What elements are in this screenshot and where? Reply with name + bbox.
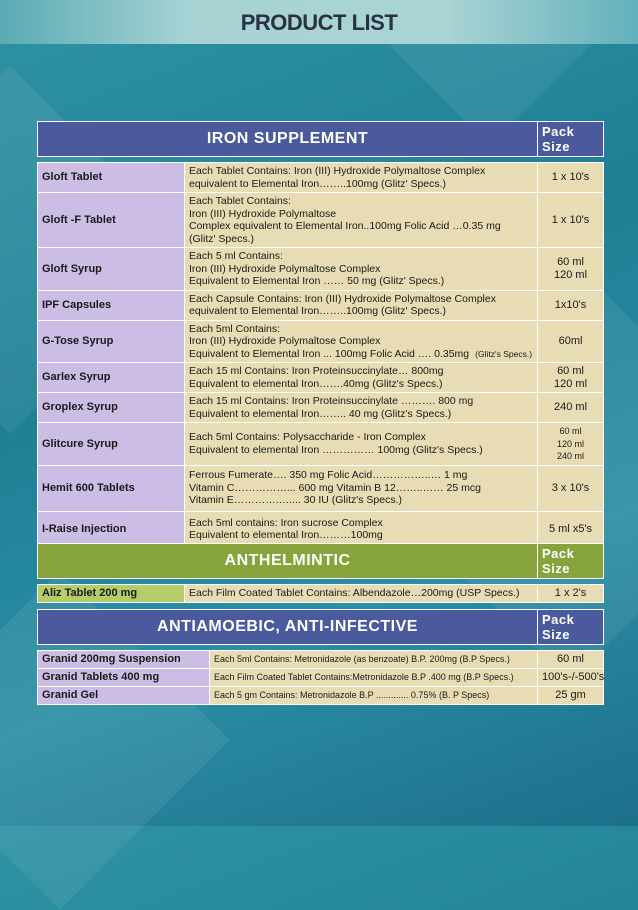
composition-line: Each 15 ml Contains: Iron Proteinsuccinylate ………. 800 mg [189, 395, 474, 407]
composition-line: Equivalent to elemental Iron…….40mg (Glitz's Specs.) [189, 377, 443, 390]
pack-size: 1 x 10's [538, 163, 604, 193]
composition-line: Each 5ml Contains: Polysaccharide - Iron Complex [189, 431, 426, 444]
product-name: Garlex Syrup [38, 363, 185, 393]
pack-size-header: Pack Size [538, 544, 604, 579]
composition-line: Iron (III) Hydroxide Polymaltose [189, 207, 337, 220]
composition-line: Each Capsule Contains: Iron (III) Hydroxide Polymaltose Complex [189, 292, 496, 305]
composition-line: Equivalent to elemental Iron………100mg [189, 529, 383, 541]
composition-line: Equivalent to Elemental Iron …… 50 mg (Glitz' Specs.) [189, 275, 445, 287]
product-name: Gloft Tablet [38, 163, 185, 193]
antiamoebic-table [37, 609, 604, 705]
pack-size: 240 ml [538, 393, 604, 423]
table-row [38, 687, 604, 705]
pack-size: 25 gm [538, 687, 604, 705]
product-name: Gloft Syrup [38, 248, 185, 291]
composition-line: (Glitz' Specs.) [189, 232, 255, 245]
table-row [38, 465, 604, 511]
table-row [38, 248, 604, 291]
product-name: Gloft -F Tablet [38, 193, 185, 248]
pack-size: 60 ml 120 ml [538, 363, 604, 393]
product-name: Aliz Tablet 200 mg [38, 585, 185, 603]
pack-size: 3 x 10's [538, 465, 604, 511]
composition-line: equivalent to Elemental Iron……..100mg (Glitz' Specs.) [189, 177, 447, 190]
product-name: I-Raise Injection [38, 511, 185, 547]
product-composition [210, 651, 538, 669]
composition-line: Each 5 ml Contains: [189, 250, 283, 262]
table-row [38, 511, 604, 547]
product-name: Granid 200mg Suspension [38, 651, 210, 669]
page-title: PRODUCT LIST [240, 10, 398, 35]
antiamoebic-heading: ANTIAMOEBIC, ANTI-INFECTIVE [38, 610, 538, 645]
iron-supplement-table [37, 121, 604, 548]
product-composition [185, 290, 538, 320]
product-composition [185, 393, 538, 423]
product-name: Hemit 600 Tablets [38, 465, 185, 511]
product-name: Groplex Syrup [38, 393, 185, 423]
product-name: Glitcure Syrup [38, 423, 185, 466]
spec-note: (Glitz's Specs.) [475, 348, 533, 359]
product-composition [210, 669, 538, 687]
product-name: IPF Capsules [38, 290, 185, 320]
product-composition [185, 585, 538, 603]
pack-size: 60 ml 120 ml [538, 248, 604, 291]
product-composition [185, 163, 538, 193]
table-row [38, 193, 604, 248]
composition-line: Iron (III) Hydroxide Polymaltose Complex [189, 335, 381, 347]
pack-size: 100's-/-500's [538, 669, 604, 687]
composition-line: Iron (III) Hydroxide Polymaltose Complex [189, 262, 381, 275]
composition-line: Each 5ml contains: Iron sucrose Complex [189, 516, 383, 529]
pack-size: 5 ml x5's [538, 511, 604, 547]
pack-size: 60ml [538, 320, 604, 363]
table-row [38, 585, 604, 603]
pack-size: 60 ml 120 ml 240 ml [538, 423, 604, 466]
anthelmintic-heading: ANTHELMINTIC [38, 544, 538, 579]
composition-line: Vitamin C……………... 600 mg Vitamin B 12……..…… 25 mcg [189, 481, 481, 494]
pack-size: 1x10's [538, 290, 604, 320]
table-row [38, 290, 604, 320]
composition-line: Each Tablet Contains: [189, 195, 291, 207]
iron-supplement-heading: IRON SUPPLEMENT [38, 122, 538, 157]
pack-size: 1 x 2's [538, 585, 604, 603]
anthelmintic-table [37, 543, 604, 603]
table-row [38, 393, 604, 423]
product-composition [185, 363, 538, 393]
product-composition [185, 193, 538, 248]
product-composition [185, 320, 538, 363]
composition-line: Equivalent to elemental Iron …………… 100mg (Glitz's Specs.) [189, 443, 483, 456]
composition-line: Ferrous Fumerate…. 350 mg Folic Acid……………..… 1 mg [189, 469, 468, 482]
product-composition [185, 423, 538, 466]
composition-line: Each Film Coated Tablet Contains: Albendazole…200mg (USP Specs.) [189, 587, 520, 600]
composition-line: Each 5ml Contains: Metronidazole (as benzoate) B.P. 200mg (B.P Specs.) [214, 654, 510, 664]
pack-size-header: Pack Size [538, 122, 604, 157]
composition-line: Each Film Coated Tablet Contains:Metronidazole B.P .400 mg (B.P Specs.) [214, 672, 514, 682]
product-composition [185, 511, 538, 547]
pack-size: 1 x 10's [538, 193, 604, 248]
table-row [38, 363, 604, 393]
product-composition [185, 465, 538, 511]
product-composition [185, 248, 538, 291]
composition-line: Each Tablet Contains: Iron (III) Hydroxide Polymaltose Complex [189, 165, 486, 177]
composition-line: Equivalent to elemental Iron…….. 40 mg (Glitz's Specs.) [189, 407, 452, 420]
composition-line: Each 5ml Contains: [189, 322, 281, 335]
table-row [38, 163, 604, 193]
table-row [38, 669, 604, 687]
product-name: Granid Gel [38, 687, 210, 705]
table-row [38, 320, 604, 363]
composition-line: Vitamin E………….….... 30 IU (Glitz's Specs.) [189, 494, 403, 507]
table-row [38, 423, 604, 466]
pack-size-header: Pack Size [538, 610, 604, 645]
product-name: Granid Tablets 400 mg [38, 669, 210, 687]
composition-line: equivalent to Elemental Iron……..100mg (Glitz' Specs.) [189, 305, 447, 317]
composition-line: Each 5 gm Contains: Metronidazole B.P ............. 0.75% (B. P Specs) [214, 690, 490, 700]
composition-line: Equivalent to Elemental Iron ... 100mg Folic Acid …. 0.35mg [189, 347, 470, 360]
product-name: G-Tose Syrup [38, 320, 185, 363]
table-row [38, 651, 604, 669]
product-composition [210, 687, 538, 705]
pack-size: 60 ml [538, 651, 604, 669]
composition-line: Each 15 ml Contains: Iron Proteinsuccinylate… 800mg [189, 365, 444, 377]
composition-line: Complex equivalent to Elemental Iron..100mg Folic Acid …0.35 mg [189, 220, 501, 232]
